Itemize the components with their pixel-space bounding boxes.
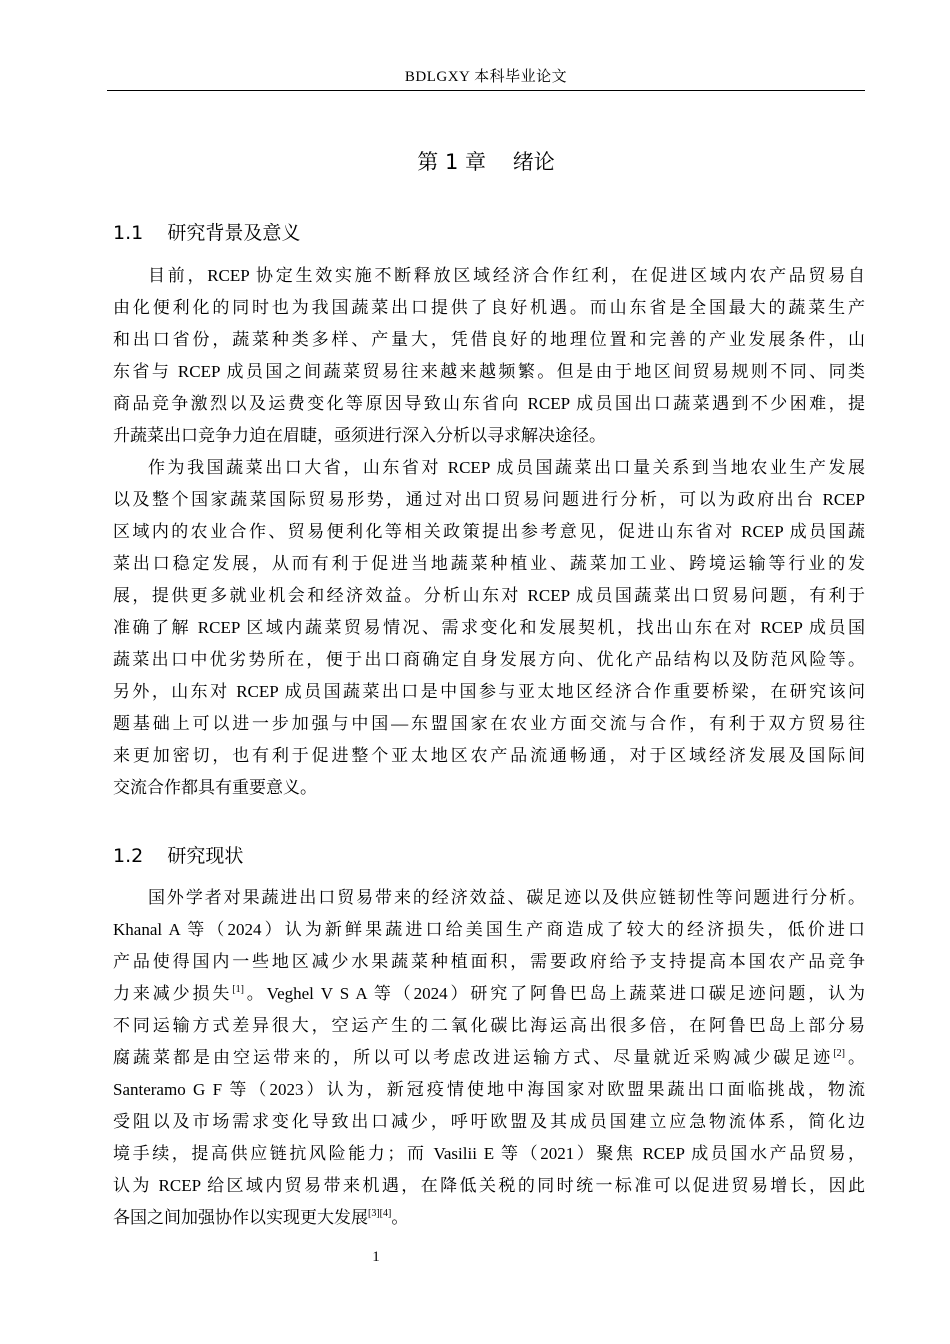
text-line: 目前，RCEP 协定生效实施不断释放区域经济合作红利，在促进区域内农产品贸易自 [148,266,865,285]
text-line: 认为 RCEP 给区域内贸易带来机遇，在降低关税的同时统一标准可以促进贸易增长，因此 [113,1176,865,1195]
header-rule [107,90,865,91]
text-line [113,1042,865,1074]
text-line: 区域内的农业合作、贸易便利化等相关政策提出参考意见，促进山东省对 RCEP 成员国蔬 [113,522,865,541]
text-line: 产品使得国内一些地区减少水果蔬菜种植面积，需要政府给予支持提高本国农产品竞争 [113,952,865,971]
text-line: 升蔬菜出口竞争力迫在眉睫，亟须进行深入分析以寻求解决途径。 [113,426,606,445]
text-line: 不同运输方式差异很大，空运产生的二氧化碳比海运高出很多倍，在阿鲁巴岛上部分易 [113,1016,865,1035]
text-line: 东省与 RCEP 成员国之间蔬菜贸易往来越来越频繁。但是由于地区间贸易规则不同、同类 [113,362,865,381]
text-line: 准确了解 RCEP 区域内蔬菜贸易情况、需求变化和发展契机，找出山东在对 RCEP 成员国 [113,618,865,637]
text-run: 。Veghel V S A 等（2024）研究了阿鲁巴岛上蔬菜进口碳足迹问题，认为 [243,984,865,1003]
text-line: 由化便利化的同时也为我国蔬菜出口提供了良好机遇。而山东省是全国最大的蔬菜生产 [113,298,865,317]
text-line: 商品竞争激烈以及运费变化等原因导致山东省向 RCEP 成员国出口蔬菜遇到不少困难，提 [113,394,865,413]
text-run: 腐蔬菜都是由空运带来的，所以可以考虑改进运输方式、尽量就近采购减少碳足迹 [113,1048,834,1067]
text-line: 作为我国蔬菜出口大省，山东省对 RCEP 成员国蔬菜出口量关系到当地农业生产发展 [148,458,865,477]
text-run: 力来减少损失 [113,984,233,1003]
text-line: 以及整个国家蔬菜国际贸易形势，通过对出口贸易问题进行分析，可以为政府出台 RCEP [113,490,865,509]
citation-2: [2] [833,1048,845,1059]
text-line: 境手续，提高供应链抗风险能力；而 Vasilii E 等（2021）聚焦 RCEP 成员国水产品贸易， [113,1144,865,1163]
citation-1: [1] [232,984,244,995]
text-run: 各国之间加强协作以实现更大发展 [113,1208,368,1227]
text-run: 。 [845,1048,866,1067]
text-line: 和出口省份，蔬菜种类多样、产量大，凭借良好的地理位置和完善的产业发展条件，山 [113,330,865,349]
text-line: 展，提供更多就业机会和经济效益。分析山东对 RCEP 成员国蔬菜出口贸易问题，有利于 [113,586,865,605]
text-line: 蔬菜出口中优劣势所在，便于出口商确定自身发展方向、优化产品结构以及防范风险等。 [113,650,865,669]
text-line: 另外，山东对 RCEP 成员国蔬菜出口是中国参与亚太地区经济合作重要桥梁，在研究该问 [113,682,865,701]
text-line [113,978,865,1010]
text-line [113,1202,865,1234]
text-line: 来更加密切，也有利于促进整个亚太地区农产品流通畅通，对于区域经济发展及国际间 [113,746,865,765]
text-run: 。 [391,1208,409,1227]
section-1-2-body [113,882,865,1234]
running-header: BDLGXY 本科毕业论文 [404,69,568,85]
section-1-1-body [113,260,865,804]
chapter-title: 第 1 章 绪论 [417,150,555,174]
text-line: Khanal A 等（2024）认为新鲜果蔬进口给美国生产商造成了较大的经济损失，低价进口 [113,920,865,939]
section-heading-1-2: 1.2 研究现状 [113,845,244,867]
text-line: 国外学者对果蔬进出口贸易带来的经济效益、碳足迹以及供应链韧性等问题进行分析。 [148,888,865,907]
page-number: 1 [372,1249,380,1265]
text-line: 题基础上可以进一步加强与中国—东盟国家在农业方面交流与合作，有利于双方贸易往 [113,714,865,733]
text-line: 菜出口稳定发展，从而有利于促进当地蔬菜种植业、蔬菜加工业、跨境运输等行业的发 [113,554,865,573]
citation-3-4: [3][4] [368,1208,392,1219]
text-line: 交流合作都具有重要意义。 [113,778,317,797]
section-heading-1-1: 1.1 研究背景及意义 [113,222,301,244]
text-line: Santeramo G F 等（2023）认为，新冠疫情使地中海国家对欧盟果蔬出口面临挑战，物流 [113,1080,865,1099]
text-line: 受阻以及市场需求变化导致出口减少，呼吁欧盟及其成员国建立应急物流体系，简化边 [113,1112,865,1131]
